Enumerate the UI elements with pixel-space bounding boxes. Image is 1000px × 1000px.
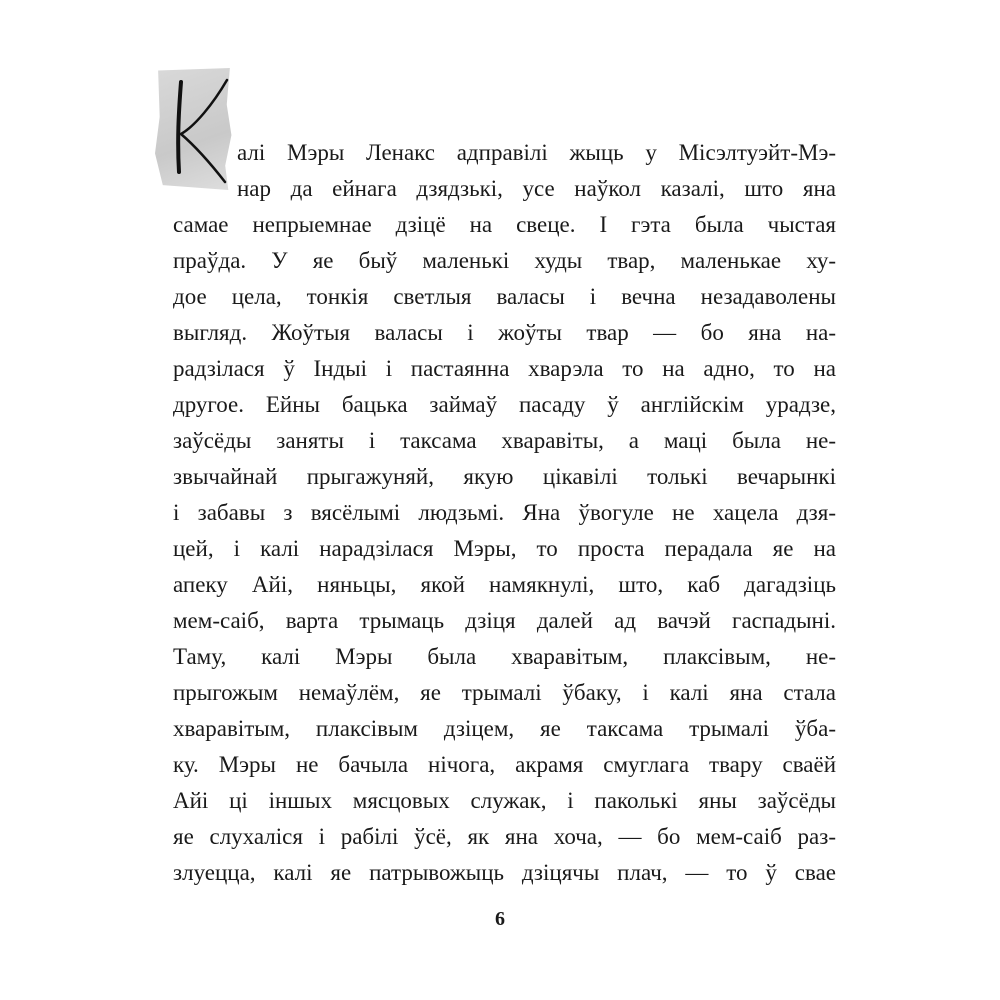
text-line: заўсёды заняты і таксама хваравіты, а маці была не- <box>173 428 836 453</box>
text-line: алі Мэры Ленакс адправілі жыць у Місэлтуэйт-Мэ- <box>237 140 836 165</box>
text-line: нар да ейнага дзядзькі, усе наўкол казалі, што яна <box>237 176 836 201</box>
text-line: мем-саіб, варта трымаць дзіця далей ад вачэй гаспадыні. <box>173 608 836 633</box>
text-line: цей, і калі нарадзілася Мэры, то проста перадала яе на <box>173 536 836 561</box>
page-number: 6 <box>495 908 505 930</box>
text-line: радзілася ў Індыі і пастаянна хварэла то на адно, то на <box>173 356 836 381</box>
text-line: дое цела, тонкія светлыя валасы і вечна незадаволены <box>173 284 836 309</box>
text-line: самае непрыемнае дзіцё на свеце. І гэта была чыстая <box>173 212 836 237</box>
body-text <box>173 135 836 891</box>
text-line: апеку Айі, няньцы, якой намякнулі, што, каб дагадзіць <box>173 572 836 597</box>
text-line: і забавы з вясёлымі людзьмі. Яна ўвогуле не хацела дзя- <box>173 500 836 525</box>
text-line: выгляд. Жоўтыя валасы і жоўты твар — бо яна на- <box>173 320 836 345</box>
text-line: ку. Мэры не бачыла нічога, акрамя смуглага твару сваёй <box>173 752 836 777</box>
text-line: праўда. У яе быў маленькі худы твар, маленькае ху- <box>173 248 836 273</box>
text-line: яе слухаліся і рабілі ўсё, як яна хоча, — бо мем-саіб раз- <box>173 824 836 849</box>
text-line: Таму, калі Мэры была хваравітым, плаксівым, не- <box>173 644 836 669</box>
text-line: звычайнай прыгажуняй, якую цікавілі толькі вечарынкі <box>173 464 836 489</box>
text-line: хваравітым, плаксівым дзіцем, яе таксама трымалі ўба- <box>173 716 836 741</box>
text-line: другое. Ейны бацька займаў пасаду ў англійскім урадзе, <box>173 392 836 417</box>
text-line: Айі ці іншых мясцовых служак, і паколькі яны заўсёды <box>173 788 836 813</box>
text-line: злуецца, калі яе патрывожыць дзіцячы плач, — то ў свае <box>173 860 836 885</box>
text-line: прыгожым немаўлём, яе трымалі ўбаку, і калі яна стала <box>173 680 836 705</box>
